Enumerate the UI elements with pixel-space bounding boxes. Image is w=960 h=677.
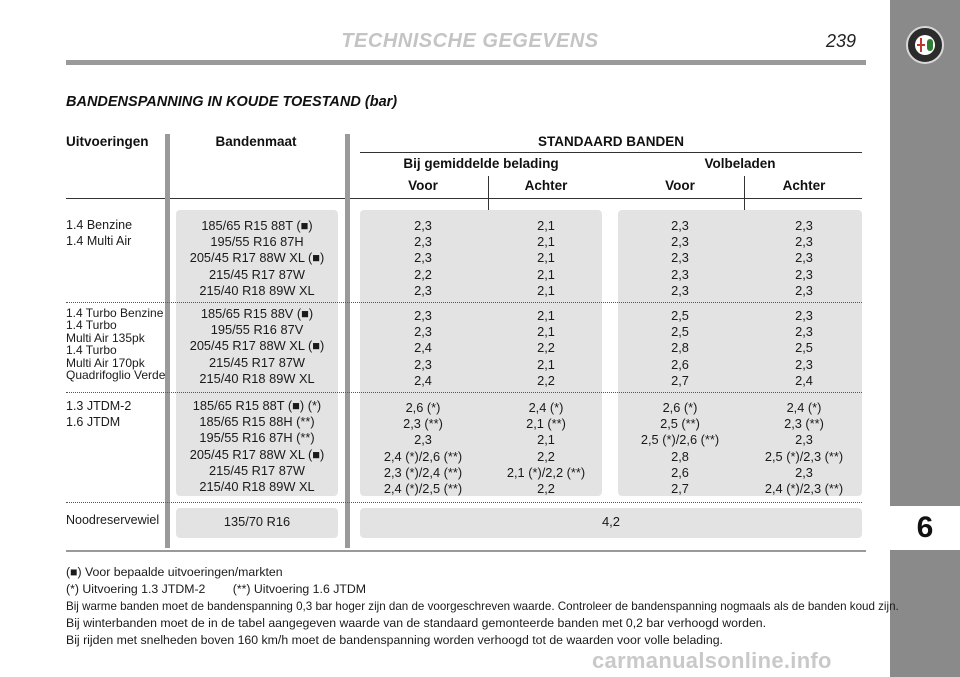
logo-serpent xyxy=(927,39,933,51)
pressure-value: 2,3 xyxy=(414,308,432,323)
version-label: Noodreservewiel xyxy=(66,513,160,527)
pressure-value: 2,3 xyxy=(795,250,813,266)
col-header-standard: STANDAARD BANDEN xyxy=(538,134,684,149)
version-label: Quadrifoglio Verde xyxy=(66,367,166,382)
spare-pressure: 4,2 xyxy=(601,514,621,529)
tyre-size: 195/55 R16 87H (**) xyxy=(199,430,315,446)
tyre-size: 185/65 R15 88V (■) xyxy=(200,306,314,321)
watermark: carmanualsonline.info xyxy=(592,648,832,673)
pressure-value: 2,5 xyxy=(671,308,689,323)
avg-rear-group-1 xyxy=(490,218,602,299)
pressure-value: 2,8 xyxy=(671,448,689,464)
version-label: 1.4 Turbo Benzine xyxy=(66,306,164,320)
version-label: 1.3 JTDM-2 xyxy=(66,399,132,413)
full-rear-group-3 xyxy=(746,400,862,497)
tyre-size: 215/40 R18 89W XL xyxy=(199,282,315,298)
pressure-value: 2,3 (*)/2,4 (**) xyxy=(383,464,463,480)
tyre-size: 215/40 R18 89W XL xyxy=(199,478,315,494)
col-header-full-load: Volbeladen xyxy=(704,156,776,171)
version-label: 1.4 Turbo xyxy=(66,318,117,333)
col-header-full-rear: Achter xyxy=(782,178,826,193)
pressure-value: 2,4 (*) xyxy=(528,400,564,415)
pressure-value: 2,1 (*)/2,2 (**) xyxy=(506,464,586,480)
tyre-size: 185/65 R15 88T (■) (*) xyxy=(192,398,322,413)
tyre-size: 185/65 R15 88T (■) xyxy=(201,218,313,233)
footnote: (■) Voor bepaalde uitvoeringen/markten xyxy=(66,565,283,579)
tyre-size: 215/45 R17 87W xyxy=(208,354,306,370)
pressure-value: 2,3 xyxy=(414,234,432,250)
spare-tyre-size: 135/70 R16 xyxy=(223,514,291,529)
tyre-size: 205/45 R17 88W XL (■) xyxy=(189,338,325,354)
tyre-size: 215/45 R17 87W xyxy=(208,266,306,282)
pressure-value: 2,1 xyxy=(537,234,555,250)
spare-version-label xyxy=(66,512,159,528)
pressure-value: 2,1 xyxy=(537,432,555,448)
chapter-sidebar xyxy=(890,0,960,677)
pressure-value: 2,3 xyxy=(414,324,432,340)
pressure-value: 2,3 xyxy=(671,234,689,250)
version-label: 1.4 Benzine xyxy=(66,218,133,232)
full-front-group-2 xyxy=(618,308,742,389)
pressure-value: 2,3 xyxy=(671,266,689,282)
col-separator-1 xyxy=(165,134,170,548)
avg-front-group-2 xyxy=(360,308,486,389)
avg-front-group-3 xyxy=(360,400,486,497)
tyre-size: 195/55 R16 87V xyxy=(210,322,304,338)
pressure-value: 2,3 (**) xyxy=(784,416,824,432)
col-header-full-front: Voor xyxy=(665,178,695,193)
tyre-size: 215/45 R17 87W xyxy=(208,462,306,478)
page-number: 239 xyxy=(826,31,857,51)
pressure-value: 2,3 xyxy=(671,282,689,298)
pressure-value: 2,2 xyxy=(537,372,555,388)
avg-front-group-1 xyxy=(360,218,486,299)
tyre-size: 205/45 R17 88W XL (■) xyxy=(189,250,325,266)
version-label: 1.6 JTDM xyxy=(66,415,121,429)
versions-group-1 xyxy=(66,217,132,249)
pressure-value: 2,3 xyxy=(795,308,813,323)
footnote: Bij rijden met snelheden boven 160 km/h moet de bandenspanning worden verhoogd tot de waarden voor volle belading. xyxy=(66,633,723,647)
pressure-value: 2,4 (*) xyxy=(786,400,822,415)
pressure-value: 2,3 xyxy=(414,282,432,298)
sizes-group-3 xyxy=(176,398,338,495)
header-rule xyxy=(66,60,866,65)
pressure-value: 2,2 xyxy=(537,448,555,464)
version-label: 1.4 Turbo xyxy=(66,343,117,358)
version-label: Multi Air 135pk xyxy=(66,330,145,345)
footnote: (*) Uitvoering 1.3 JTDM-2 (**) Uitvoering 1.6 JTDM xyxy=(66,582,366,596)
logo-emblem xyxy=(915,35,935,55)
pressure-value: 2,3 xyxy=(671,250,689,266)
pressure-value: 2,1 xyxy=(537,282,555,298)
logo-cross-v xyxy=(920,38,922,52)
pressure-value: 2,1 xyxy=(537,218,555,233)
table-bottom-rule xyxy=(66,550,866,552)
col-header-avg-load: Bij gemiddelde belading xyxy=(403,156,559,171)
section-title: BANDENSPANNING IN KOUDE TOESTAND (bar) xyxy=(66,94,398,110)
header-bottom-line xyxy=(66,198,862,199)
pressure-value: 2,3 xyxy=(671,218,689,233)
row-separator-1 xyxy=(66,302,862,303)
pressure-value: 2,5 (**) xyxy=(660,416,700,432)
version-label: 1.4 Multi Air xyxy=(66,234,132,248)
pressure-value: 2,5 (*)/2,6 (**) xyxy=(640,432,720,448)
full-front-group-3 xyxy=(618,400,742,497)
pressure-value: 2,1 xyxy=(537,324,555,340)
pressure-value: 2,6 (*) xyxy=(405,400,441,415)
pressure-value: 2,4 xyxy=(414,340,432,356)
version-label: Multi Air 170pk xyxy=(66,355,145,370)
row-separator-2 xyxy=(66,392,862,393)
col-header-tyre-size: Bandenmaat xyxy=(215,134,297,149)
pressure-value: 2,7 xyxy=(671,480,689,496)
pressure-value: 2,3 xyxy=(795,464,813,480)
pressure-value: 2,5 xyxy=(671,324,689,340)
col-separator-2 xyxy=(345,134,350,548)
pressure-value: 2,3 xyxy=(414,432,432,448)
pressure-value: 2,3 (**) xyxy=(403,416,443,432)
pressure-value: 2,1 (**) xyxy=(526,416,566,432)
pressure-value: 2,4 (*)/2,6 (**) xyxy=(383,448,463,464)
pressure-value: 2,5 xyxy=(795,340,813,356)
pressure-value: 2,3 xyxy=(795,324,813,340)
pressure-value: 2,1 xyxy=(537,356,555,372)
full-rear-group-1 xyxy=(746,218,862,299)
pressure-value: 2,2 xyxy=(537,480,555,496)
brand-logo-icon xyxy=(906,26,944,64)
versions-group-2 xyxy=(66,307,165,381)
sizes-group-2 xyxy=(176,306,338,387)
pressure-value: 2,3 xyxy=(795,356,813,372)
pressure-value: 2,6 (*) xyxy=(662,400,698,415)
pressure-value: 2,4 xyxy=(795,372,813,388)
pressure-value: 2,3 xyxy=(414,356,432,372)
pressure-value: 2,2 xyxy=(414,266,432,282)
pressure-value: 2,3 xyxy=(795,432,813,448)
full-rear-group-2 xyxy=(746,308,862,389)
pressure-value: 2,3 xyxy=(414,250,432,266)
pressure-value: 2,3 xyxy=(795,218,813,233)
pressure-value: 2,6 xyxy=(671,356,689,372)
pressure-value: 2,3 xyxy=(795,266,813,282)
pressure-value: 2,3 xyxy=(414,218,432,233)
pressure-value: 2,4 (*)/2,3 (**) xyxy=(764,480,844,496)
pressure-value: 2,4 xyxy=(414,372,432,388)
col-header-avg-front: Voor xyxy=(408,178,438,193)
pressure-value: 2,3 xyxy=(795,234,813,250)
versions-group-3 xyxy=(66,398,131,430)
pressure-value: 2,1 xyxy=(537,266,555,282)
standard-underline xyxy=(360,152,862,153)
pressure-value: 2,7 xyxy=(671,372,689,388)
pressure-value: 2,2 xyxy=(537,340,555,356)
pressure-value: 2,3 xyxy=(795,282,813,298)
tyre-size: 195/55 R16 87H xyxy=(210,234,304,250)
avg-rear-group-3 xyxy=(490,400,602,497)
pressure-value: 2,6 xyxy=(671,464,689,480)
sizes-group-1 xyxy=(176,218,338,299)
page-header-title: TECHNISCHE GEGEVENS xyxy=(341,30,599,52)
footnote: Bij warme banden moet de bandenspanning 0,3 bar hoger zijn dan de voorgeschreven waarde. Controleer de bandenspanning nogmaals als de banden koud zijn. xyxy=(66,600,899,613)
tyre-size: 185/65 R15 88H (**) xyxy=(199,414,315,430)
pressure-value: 2,1 xyxy=(537,250,555,266)
pressure-value: 2,1 xyxy=(537,308,555,323)
pressure-value: 2,4 (*)/2,5 (**) xyxy=(383,480,463,496)
chapter-number: 6 xyxy=(890,506,960,550)
pressure-value: 2,5 (*)/2,3 (**) xyxy=(764,448,844,464)
tyre-size: 215/40 R18 89W XL xyxy=(199,370,315,386)
col-header-versions: Uitvoeringen xyxy=(66,134,149,149)
full-front-group-1 xyxy=(618,218,742,299)
col-header-avg-rear: Achter xyxy=(524,178,568,193)
footnotes xyxy=(66,564,899,649)
pressure-value: 2,8 xyxy=(671,340,689,356)
footnote: Bij winterbanden moet de in de tabel aangegeven waarde van de standaard gemonteerde banden met 0,2 bar verhoogd worden. xyxy=(66,616,767,630)
tyre-size: 205/45 R17 88W XL (■) xyxy=(189,446,325,462)
avg-rear-group-2 xyxy=(490,308,602,389)
row-separator-3 xyxy=(66,502,862,503)
